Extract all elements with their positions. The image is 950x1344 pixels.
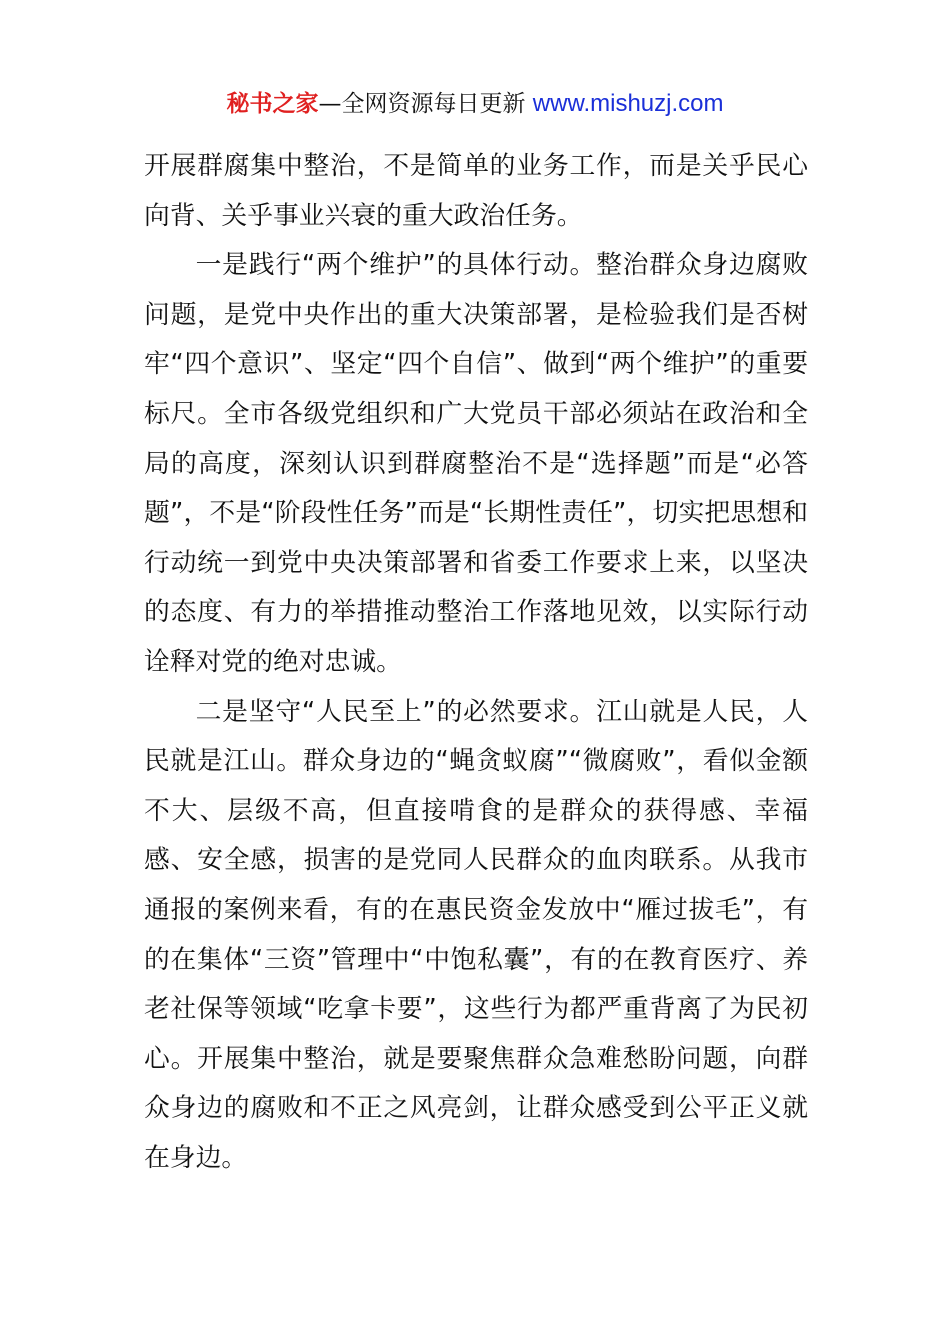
paragraph-continuation: 开展群腐集中整治，不是简单的业务工作，而是关乎民心向背、关乎事业兴衰的重大政治任务。 [144,151,808,231]
paragraph-point-two: 二是坚守“人民至上”的必然要求。江山就是人民，人民就是江山。群众身边的“蝇贪蚁腐”“微腐败”，看似金额不大、层级不高，但直接啃食的是群众的获得感、幸福感、安全感，损害的是党同人民群众的血肉联系。从我市通报的案例来看，有的在惠民资金发放中“雁过拔毛”，有的在集体“三资”管理中“中饱私囊”，有的在教育医疗、养老社保等领域“吃拿卡要”，这些行为都严重背离了为民初心。开展集中整治，就是要聚焦群众急难愁盼问题，向群众身边的腐败和不正之风亮剑，让群众感受到公平正义就在身边。 [144,696,808,1173]
document-body [144,142,808,1183]
paragraph-point-one: 一是践行“两个维护”的具体行动。整治群众身边腐败问题，是党中央作出的重大决策部署，是检验我们是否树牢“四个意识”、坚定“四个自信”、做到“两个维护”的重要标尺。全市各级党组织和广大党员干部必须站在政治和全局的高度，深刻认识到群腐整治不是“选择题”而是“必答题”，不是“阶段性任务”而是“长期性责任”，切实把思想和行动统一到党中央决策部署和省委工作要求上来，以坚决的态度、有力的举措推动整治工作落地见效，以实际行动诠释对党的绝对忠诚。 [144,250,808,677]
header-slogan: —全网资源每日更新 [318,91,533,117]
header-brand: 秘书之家 [226,91,319,117]
page-header [0,88,950,120]
header-url-link[interactable]: www.mishuzj.com [532,90,724,117]
